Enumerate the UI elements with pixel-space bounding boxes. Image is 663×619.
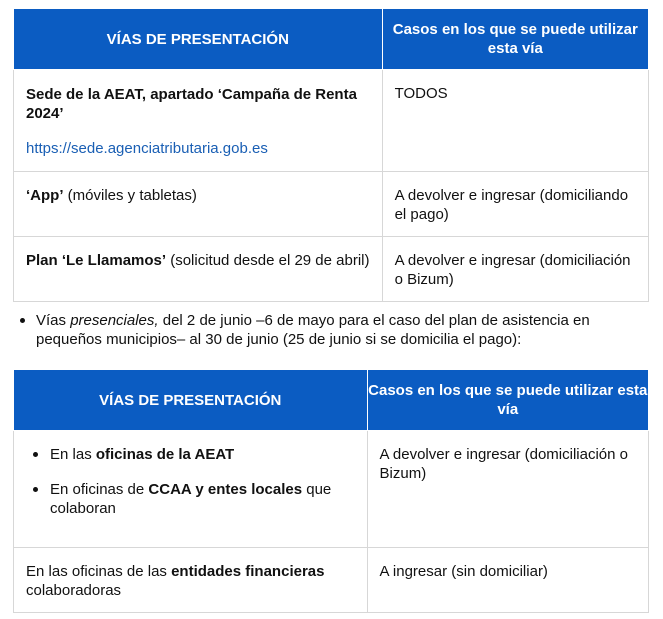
app-desc: (móviles y tabletas): [63, 187, 197, 204]
row-banks-right: [367, 548, 648, 613]
banks-bold: entidades financieras: [171, 563, 325, 580]
table-row: [14, 431, 649, 548]
table-row: [14, 548, 649, 613]
bullet-dot-icon: [33, 452, 38, 457]
bullet-pre: Vías: [36, 312, 71, 329]
bullet-post: del 2 de junio –6 de mayo para el caso del plan de asistencia en pequeños municipios– al 30 de junio (25 de junio si se domicilia el pago):: [36, 312, 590, 348]
row-plan-left: [14, 237, 383, 302]
row-sede-right: [382, 70, 648, 172]
row-offices-right: [367, 431, 648, 548]
offices-list: [26, 445, 355, 518]
sede-link[interactable]: https://sede.agenciatributaria.gob.es: [26, 140, 268, 157]
header-applicable-cases: Casos en los que se puede utilizar esta vía: [382, 9, 648, 70]
case-text: A devolver e ingresar (domiciliación o Bizum): [379, 446, 628, 482]
app-label: ‘App’: [26, 187, 64, 204]
bullet-italic: presenciales,: [70, 312, 159, 329]
list-item: [26, 480, 355, 518]
table-row: [14, 172, 649, 237]
plan-label: Plan ‘Le Llamamos’: [26, 252, 167, 269]
header-applicable-cases: Casos en los que se puede utilizar esta vía: [367, 370, 648, 431]
table-header-row: [14, 9, 649, 70]
item-text: En las: [50, 446, 96, 463]
case-text: A devolver e ingresar (domiciliación o Bizum): [394, 252, 631, 288]
table-row: [14, 237, 649, 302]
table-row: [14, 70, 649, 172]
list-item: [26, 445, 355, 464]
row-banks-left: [14, 548, 368, 613]
banks-text: En las oficinas de las: [26, 563, 172, 580]
row-sede-left: [14, 70, 383, 172]
bullet-dot-icon: [20, 318, 25, 323]
item-text: En oficinas de: [50, 481, 149, 498]
case-text: TODOS: [394, 85, 448, 102]
row-app-right: [382, 172, 648, 237]
case-text: A ingresar (sin domiciliar): [379, 563, 548, 580]
presentation-ways-table: [13, 8, 649, 302]
row-offices-left: [14, 431, 368, 548]
row-plan-right: [382, 237, 648, 302]
item-bold: CCAA y entes locales: [148, 481, 303, 498]
bullet-dot-icon: [33, 487, 38, 492]
item-text: que colaboran: [50, 481, 332, 517]
table-header-row: [14, 370, 649, 431]
row-app-left: [14, 172, 383, 237]
banks-text-end: colaboradoras: [26, 582, 122, 599]
presential-ways-table: [13, 369, 649, 613]
item-bold: oficinas de la AEAT: [95, 446, 235, 463]
header-presentation-ways: VÍAS DE PRESENTACIÓN: [14, 9, 383, 70]
case-text: A devolver e ingresar (domiciliando el pago): [394, 187, 629, 223]
header-presentation-ways: VÍAS DE PRESENTACIÓN: [14, 370, 368, 431]
sede-label: Sede de la AEAT, apartado ‘Campaña de Renta 2024’: [26, 86, 357, 122]
presential-bullet: [13, 311, 649, 349]
bullet-item: [13, 311, 649, 349]
plan-desc: (solicitud desde el 29 de abril): [166, 252, 370, 269]
